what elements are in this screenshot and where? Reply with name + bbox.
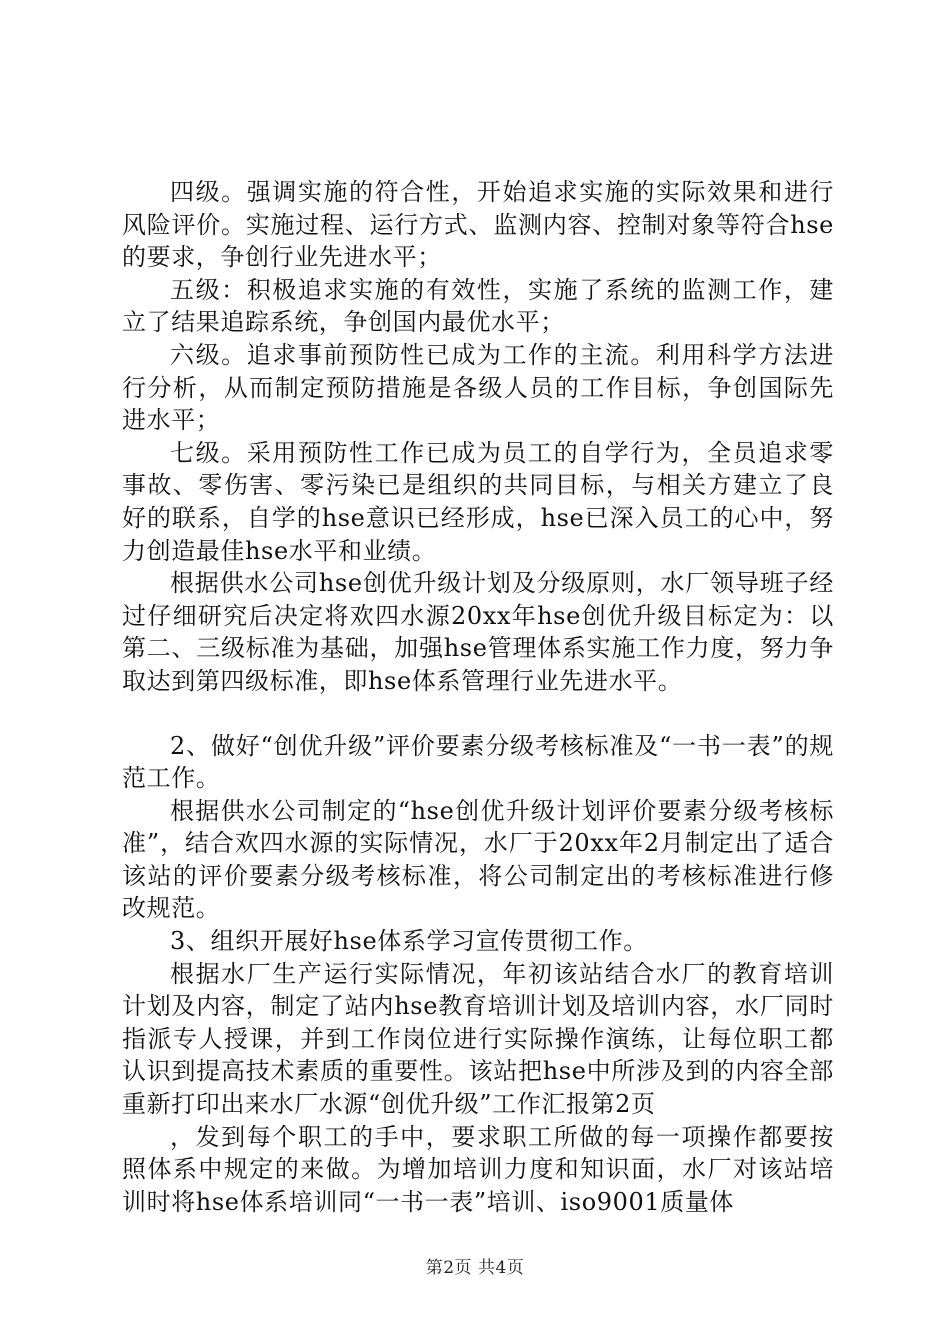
paragraph-upgrade-goal: 根据供水公司hse创优升级计划及分级原则，水厂领导班子经过仔细研究后决定将欢四水源20xx年hse创优升级目标定为：以第二、三级标准为基础，加强hse管理体系实施工作力度，努力争取达到第四级标准，即hse体系管理行业先进水平。 <box>122 569 834 695</box>
paragraph-training-continued: ，发到每个职工的手中，要求职工所做的每一项操作都要按照体系中规定的来做。为增加培训力度和知识面，水厂对该站培训时将hse体系培训同“一书一表”培训、iso9001质量体 <box>122 1122 834 1216</box>
paragraph-level-six: 六级。追求事前预防性已成为工作的主流。利用科学方法进行分析，从而制定预防措施是各级人员的工作目标，争创国际先进水平； <box>122 340 834 435</box>
paragraph-level-seven: 七级。采用预防性工作已成为员工的自学行为，全员追求零事故、零伤害、零污染已是组织的共同目标，与相关方建立了良好的联系，自学的hse意识已经形成，hse已深入员工的心中，努力创造最佳hse水平和业绩。 <box>122 438 834 565</box>
paragraph-assessment-standard: 根据供水公司制定的“hse创优升级计划评价要素分级考核标准”，结合欢四水源的实际情况，水厂于20xx年2月制定出了适合该站的评价要素分级考核标准，将公司制定出的考核标准进行修改规范。 <box>122 796 834 923</box>
document-body <box>122 176 834 1218</box>
paragraph-level-five: 五级：积极追求实施的有效性，实施了系统的监测工作，建立了结果追踪系统，争创国内最优水平； <box>122 275 834 337</box>
section-heading-two: 2、做好“创优升级”评价要素分级考核标准及“一书一表”的规范工作。 <box>122 731 834 793</box>
section-heading-three: 3、组织开展好hse体系学习宣传贯彻工作。 <box>170 927 648 956</box>
paragraph-training-plan: 根据水厂生产运行实际情况，年初该站结合水厂的教育培训计划及内容，制定了站内hse教育培训计划及培训内容，水厂同时指派专人授课，并到工作岗位进行实际操作演练，让每位职工都认识到提高技术素质的重要性。该站把hse中所涉及到的内容全部重新打印出来水厂水源“创优升级”工作汇报第2页 <box>122 959 834 1119</box>
paragraph-level-four: 四级。强调实施的符合性，开始追求实施的实际效果和进行风险评价。实施过程、运行方式、监测内容、控制对象等符合hse的要求，争创行业先进水平； <box>122 178 834 272</box>
page-footer: 第2页 共4页 <box>425 1258 525 1278</box>
